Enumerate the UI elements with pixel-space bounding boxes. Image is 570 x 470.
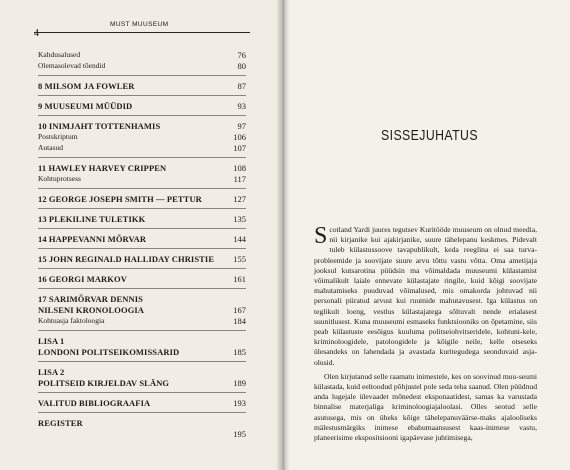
toc-entry-page: 184 — [233, 316, 246, 326]
chapter-title: SISSEJUHATUS — [381, 127, 478, 144]
toc-entry-title: 16 GEORGI MARKOV — [38, 274, 127, 284]
toc-entry-page: 195 — [233, 429, 246, 439]
toc-chapter-entry — [38, 378, 246, 389]
toc-entry-page: 93 — [237, 101, 246, 111]
toc-separator — [38, 75, 246, 76]
toc-entry-page: 155 — [233, 254, 246, 264]
toc-separator — [38, 115, 246, 116]
toc-chapter-entry — [38, 336, 246, 347]
toc-separator — [38, 288, 246, 289]
toc-entry-title: NILSENI KRONOLOOGIA — [38, 305, 145, 315]
toc-entry-title: LISA 1 — [38, 336, 65, 346]
toc-entry-title: Autasud — [38, 143, 63, 152]
toc-separator — [38, 95, 246, 96]
toc-separator — [38, 157, 246, 158]
left-page — [0, 0, 283, 470]
toc-entry-page: 193 — [233, 398, 246, 408]
toc-entry-page: 185 — [233, 347, 246, 357]
toc-entry-title: 14 HAPPEVANNI MÕRVAR — [38, 234, 147, 244]
toc-entry-title: 8 MILSOM JA FOWLER — [38, 81, 135, 91]
toc-entry-page: 117 — [233, 174, 246, 184]
toc-entry-title: 13 PLEKILINE TULETIKK — [38, 214, 146, 224]
toc-entry-page: 127 — [233, 194, 246, 204]
toc-separator — [38, 248, 246, 249]
toc-separator — [38, 268, 246, 269]
toc-chapter-entry — [38, 398, 246, 409]
toc-entry-title: Kohtuasja faktoloogia — [38, 316, 105, 325]
toc-entry-title: POLITSEID KIRJELDAV SLÄNG — [38, 378, 170, 388]
toc-entry-page: 87 — [237, 81, 246, 91]
toc-entry-title: Postskriptum — [38, 132, 78, 141]
toc-entry-page: 135 — [233, 214, 246, 224]
toc-separator — [38, 330, 246, 331]
toc-separator — [38, 188, 246, 189]
toc-chapter-entry — [38, 214, 246, 225]
toc-chapter-entry — [38, 418, 246, 429]
toc-entry-title: 11 HAWLEY HARVEY CRIPPEN — [38, 163, 167, 173]
toc-entry-page: 161 — [233, 274, 246, 284]
toc-entry-title: LISA 2 — [38, 367, 65, 377]
toc-entry-page: 108 — [233, 163, 246, 173]
toc-entry-title: 9 MUUSEUMI MÜÜDID — [38, 101, 133, 111]
toc-chapter-entry — [38, 367, 246, 378]
toc-entry-page: 167 — [233, 305, 246, 315]
toc-entry-page: 97 — [237, 121, 246, 131]
toc-sub-entry — [38, 50, 246, 61]
toc-chapter-entry — [38, 163, 246, 174]
toc-entry-title: 17 SARIMÕRVAR DENNIS — [38, 294, 143, 304]
running-head: MUST MUUSEUM — [110, 21, 169, 28]
toc-chapter-entry — [38, 347, 246, 358]
toc-chapter-entry — [38, 294, 246, 305]
toc-entry-title: Kohtuprotsess — [38, 174, 81, 183]
toc-chapter-entry — [38, 254, 246, 265]
toc-entry-page: 76 — [237, 50, 246, 60]
toc-entry-title: Kahdusalused — [38, 50, 81, 59]
page-number: 4 — [34, 28, 39, 39]
paragraph-2: Olen kirjutanud selle raamatu inimestele, kes on soovinud muu-seumi külastada, kuid eeltoodud põhjustel pole seda teha saanud. Olen püüdnud anda lugejale ülevaadet mõnedest eksponaatidest, samas ka varustada binnalise materjaliga kriminoloogiajaloolasi. Olles seotud selle asutusega, mis on üheks kõige tähelepanuväärse-maks ajalooliseks mälestusmärgiks inimese ebahumaansusest kaas-inimese vastu, planeerisime ekspositsiooni igapäevase juhtimisega, — [314, 371, 537, 443]
toc-entry-page: 80 — [237, 61, 246, 71]
toc-chapter-entry — [38, 274, 246, 285]
toc-chapter-entry — [38, 234, 246, 245]
paragraph-1 — [314, 225, 537, 368]
drop-cap: S — [314, 223, 328, 249]
toc-entry-title: VALITUD BIBLIOGRAAFIA — [38, 398, 151, 408]
book-gutter-shadow — [276, 0, 290, 470]
toc-entry-page: 144 — [233, 234, 246, 244]
toc-separator — [38, 412, 246, 413]
toc-entry-page: 106 — [233, 132, 246, 142]
toc-chapter-entry — [38, 101, 246, 112]
toc-sub-entry — [38, 132, 246, 143]
toc-chapter-entry — [38, 305, 246, 316]
toc-chapter-entry — [38, 121, 246, 132]
toc-separator — [38, 208, 246, 209]
toc-entry-title: Olemasolevad tõendid — [38, 61, 106, 70]
toc-chapter-entry — [38, 194, 246, 205]
toc-entry-page: 189 — [233, 378, 246, 388]
toc-sub-entry — [38, 61, 246, 72]
toc-sub-entry — [38, 174, 246, 185]
toc-separator — [38, 392, 246, 393]
toc-separator — [38, 361, 246, 362]
toc-entry-page: 107 — [233, 143, 246, 153]
toc-sub-entry — [38, 429, 246, 440]
toc-entry-title: LONDONI POLITSEIKOMISSARID — [38, 347, 180, 357]
toc-entry-title: 15 JOHN REGINALD HALLIDAY CHRISTIE — [38, 254, 215, 264]
toc-entry-title: 12 GEORGE JOSEPH SMITH — PETTUR — [38, 194, 202, 204]
toc-entry-title: REGISTER — [38, 418, 83, 428]
paragraph-1-text: cotland Yardi juures tegutsev Kuritööde muuseum on olnud meedia, nii kirjanike kui ajakirjanike, suure tähelepanu keskmes. Pidevalt tuleb külastussoove tavapublikult, keda reeglina ei saa turva-probleemide ja soovijate suure arvu tõttu vastu võtta. Oma ametijaja jooksul kutsarotina püüdsin ma võimaldada muuseumi külastamist võimalikult laiale ennevate külastajate ringile, kuid kõigi soovijate mahutamiseks puuduvad võimalused, mis omakorda johtuvad nii personali piiratud arvust kui ruumide mahutavusest. Iga külastus on teglikult loeng, vestlus külastajatega sõltuvalt nende erialasest suunitlusest. Kuna muuseumi esmaseks funktsiooniks on õpetamine, siis peab külastuste eesõigus kuuluma politseiohvitseridele, kohtuni-kele, kriminoloogidele, patoloogidele ja kõigile neile, kelle otseseks ülesandeks on lahendada ja avastada kuritegudega seonduvaid asja-olusid. — [314, 225, 537, 367]
toc-sub-entry — [38, 316, 246, 327]
toc-sub-entry — [38, 143, 246, 154]
toc-separator — [38, 228, 246, 229]
header-rule — [34, 32, 250, 33]
toc-entry-title: 10 INIMJAHT TOTTENHAMIS — [38, 121, 161, 131]
intro-body-text — [314, 225, 537, 447]
toc-chapter-entry — [38, 81, 246, 92]
table-of-contents — [38, 50, 246, 440]
